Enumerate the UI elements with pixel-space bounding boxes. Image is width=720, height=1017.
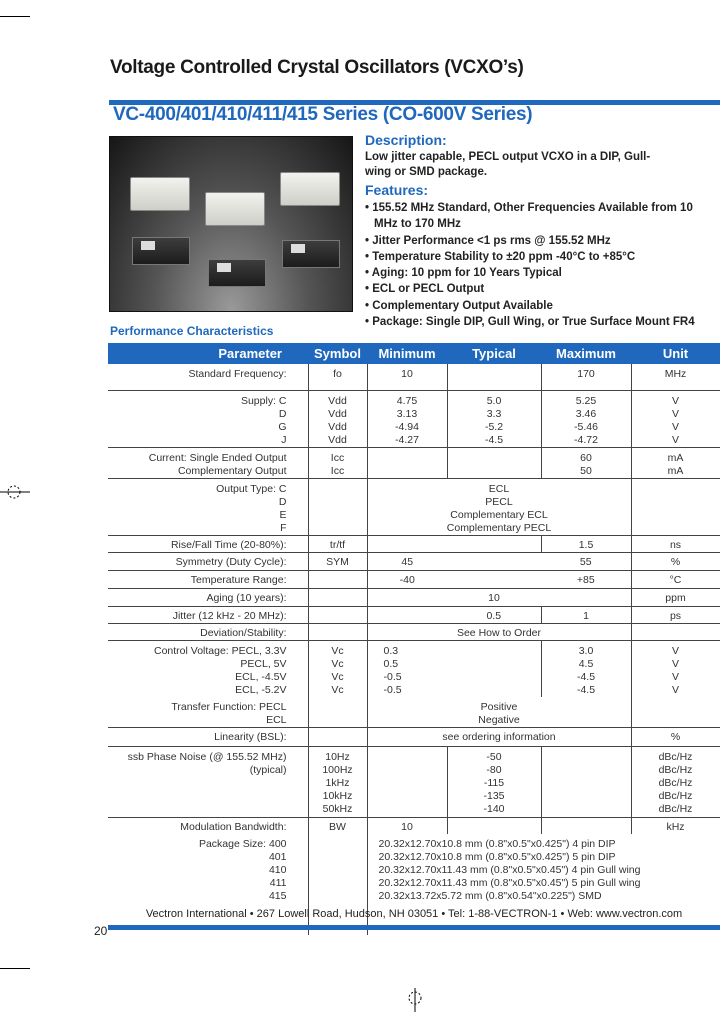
table-header-row [108,343,720,364]
crop-mark-bottom [0,968,30,969]
cell-line: V [671,683,679,696]
cell-line [448,452,541,465]
table-row [108,817,720,834]
cell-line: MHz [664,368,687,380]
cell-line: -4.5 [576,670,596,683]
cell-max [541,588,631,606]
cell-typ [447,447,541,478]
cell-line: mA [667,451,684,464]
cell-line: E [279,508,287,521]
cell-symbol [308,606,367,623]
cell-line [309,627,367,640]
table-row [108,552,720,570]
cell-symbol [308,552,367,570]
cell-line: Package Size: 400 [198,837,287,850]
feature-item: • ECL or PECL Output [365,281,720,297]
cell-line: Modulation Bandwidth: [180,820,287,833]
cell-line: Negative [478,713,520,726]
cell-line [309,838,367,851]
cell-unit [631,697,720,728]
cell-param [108,364,308,390]
cell-line: Vdd [328,420,347,433]
cell-line: V [671,420,679,433]
cell-line [368,539,541,552]
description-text: Low jitter capable, PECL output VCXO in a DIP, Gull-wing or SMD package. [365,151,651,178]
cell-param [108,697,308,728]
cell-line: -140 [483,802,505,815]
cell-param [108,552,308,570]
table-row [108,623,720,640]
cell-symbol [308,570,367,588]
cell-symbol [308,623,367,640]
cell-line: D [278,407,287,420]
cell-min [367,606,447,623]
table-row [108,364,720,390]
performance-heading: Performance Characteristics [110,324,274,338]
cell-max [541,606,631,623]
cell-max [541,390,631,447]
cell-min [367,364,447,390]
cell-line: Aging (10 years): [206,591,287,604]
page-title: Voltage Controlled Crystal Oscillators (VCXO’s) [110,57,524,78]
cell-max [541,640,631,697]
cell-line: 5.25 [575,394,597,407]
cell-line: tr/tf [329,538,346,551]
cell-line [448,368,541,381]
cell-typ [447,606,541,623]
cell-line: 0.5 [486,609,502,622]
cell-line: ns [669,538,682,551]
cell-unit [631,535,720,552]
cell-line [309,483,367,496]
cell-unit [631,606,720,623]
cell-line: G [278,420,287,433]
cell-line: -4.5 [484,433,504,446]
cell-line: 1 [583,609,589,622]
cell-param [108,478,308,535]
cell-line: ssb Phase Noise (@ 155.52 MHz) [127,750,287,763]
cell-min [367,390,447,447]
cell-line: 10 [488,591,500,604]
cell-line: 20.32x12.70x10.8 mm (0.8"x0.5"x0.425") 5 pin DIP [378,850,616,863]
cell-line: % [670,555,681,568]
cell-symbol [308,447,367,478]
cell-line [447,556,541,569]
cell-line: 60 [580,451,592,464]
cell-symbol [308,727,367,746]
description-heading: Description: [365,132,447,148]
table-row [108,447,720,478]
cell-line: 10kHz [322,789,353,802]
cell-line: V [671,394,679,407]
cell-line [309,731,367,744]
cell-line: ppm [665,591,686,604]
cell-unit [631,447,720,478]
cell-typ [447,746,541,817]
cell-line: -4.72 [574,433,598,446]
cell-line [368,751,447,764]
cell-min [367,817,447,834]
cell-line: ECL [266,713,287,726]
cell-line: Vdd [328,394,347,407]
cell-line: V [671,407,679,420]
page-number: 20 [94,924,108,938]
cell-max [541,535,631,552]
cell-line: ECL [488,482,510,495]
performance-table [108,343,720,935]
product-photo [109,136,353,312]
cell-line: Positive [480,700,518,713]
cell-line: F [280,521,287,534]
cell-line [632,627,720,640]
cell-line: Output Type: C [216,482,287,495]
cell-line: PECL, 5V [240,657,287,670]
cell-line: 4.5 [578,657,594,670]
cell-line: 3.13 [396,407,418,420]
features-heading: Features: [365,182,429,198]
cell-line: 50 [580,464,592,477]
cell-unit [631,390,720,447]
cell-unit [631,727,720,746]
cell-line: Icc [330,451,345,464]
cell-line: -5.2 [484,420,504,433]
cell-unit [631,364,720,390]
cell-line: -5.46 [574,420,598,433]
cell-line: Temperature Range: [190,573,287,586]
feature-item: • Aging: 10 ppm for 10 Years Typical [365,265,720,281]
cell-line: V [671,433,679,446]
cell-line: Deviation/Stability: [200,626,287,639]
cell-line: V [671,657,679,670]
cell-symbol [308,535,367,552]
cell-symbol [308,588,367,606]
feature-item: • Jitter Performance <1 ps rms @ 155.52 MHz [365,233,720,249]
cell-line: Control Voltage: PECL, 3.3V [154,644,287,657]
cell-max [541,552,631,570]
cell-symbol [308,697,367,728]
header-maximum: Maximum [541,343,631,364]
cell-line: -4.94 [395,420,419,433]
cell-line: 415 [268,889,287,902]
cell-unit [631,588,720,606]
cell-line: Vc [331,683,344,696]
cell-line: -50 [486,750,502,763]
cell-line [309,610,367,623]
cell-unit [631,640,720,697]
cell-symbol [308,390,367,447]
cell-line: 1kHz [325,776,350,789]
cell-line: 50kHz [322,802,353,815]
cell-min [367,447,447,478]
cell-line: -0.5 [383,683,402,696]
cell-line: Complementary Output [177,464,287,477]
cell-line: 20.32x12.70x11.43 mm (0.8"x0.5"x0.45") 4 pin Gull wing [378,863,641,876]
cell-line: dBc/Hz [658,750,693,763]
table-row [108,535,720,552]
cell-line [632,701,720,714]
cell-value [367,478,631,535]
cell-param [108,640,308,697]
feature-item: • 155.52 MHz Standard, Other Frequencies Available from 10 MHz to 170 MHz [365,200,704,233]
cell-value [367,727,631,746]
cell-line: dBc/Hz [658,789,693,802]
features-list [365,200,720,330]
cell-unit [631,552,720,570]
feature-item: • Complementary Output Available [365,298,720,314]
cell-line: 4.75 [396,394,418,407]
cell-line: J [281,433,287,446]
cell-line: ECL, -5.2V [235,683,287,696]
cell-line: 45 [401,555,414,568]
cell-line [309,592,367,605]
cell-line: D [278,495,287,508]
cell-unit [631,570,720,588]
feature-item: • Package: Single DIP, Gull Wing, or True Surface Mount FR4 [365,314,720,330]
cell-line: PECL [485,495,513,508]
cell-value [367,623,631,640]
table-row [108,727,720,746]
cell-max [541,746,631,817]
cell-line: -135 [483,789,505,802]
cell-max [541,447,631,478]
cell-line: Vdd [328,407,347,420]
cell-line: Current: Single Ended Output [148,451,287,464]
cell-line: Transfer Function: PECL [171,700,287,713]
cell-line: dBc/Hz [658,802,693,815]
cell-line: Vc [331,657,344,670]
cell-line: 401 [268,850,287,863]
cell-symbol [308,364,367,390]
cell-line: Complementary PECL [446,521,552,534]
cell-line: 411 [269,876,287,889]
cell-line: 0.3 [383,644,399,657]
cell-line: Symmetry (Duty Cycle): [175,555,287,568]
cell-line: 55 [579,555,592,568]
cell-symbol [308,746,367,817]
cell-line: Rise/Fall Time (20-80%): [170,538,287,551]
cell-line: +85 [576,573,595,586]
cell-param [108,588,308,606]
cell-param [108,535,308,552]
series-title: VC-400/401/410/411/415 Series (CO-600V Series) [113,104,533,125]
cell-line: dBc/Hz [658,763,693,776]
cell-line [448,821,541,834]
table-row [108,390,720,447]
cell-max [541,364,631,390]
cell-line: Jitter (12 kHz - 20 MHz): [172,609,287,622]
cell-line [542,751,631,764]
cell-line: 100Hz [322,763,353,776]
cell-unit [631,746,720,817]
cell-line [368,592,448,605]
table-row [108,606,720,623]
cell-line: 20.32x12.70x11.43 mm (0.8"x0.5"x0.45") 5 pin Gull wing [378,876,641,889]
cell-line [541,592,631,605]
cell-min [367,535,541,552]
registration-mark-left-icon [0,484,30,500]
cell-min [367,640,541,697]
cell-line: -4.27 [395,433,419,446]
cell-param [108,447,308,478]
cell-param [108,623,308,640]
table-row [108,570,720,588]
bottom-rule [108,925,720,930]
cell-line: Icc [330,464,345,477]
cell-line: SYM [326,555,349,568]
cell-line [309,574,367,587]
cell-line [542,821,631,834]
cell-line [368,452,447,465]
cell-param [108,390,308,447]
cell-line: fo [333,368,342,380]
table-row [108,588,720,606]
cell-line: 170 [577,368,595,380]
cell-line: (typical) [249,763,287,776]
cell-line: -0.5 [383,670,402,683]
cell-line: -4.5 [576,683,596,696]
cell-unit [631,623,720,640]
cell-line: V [671,670,679,683]
cell-typ [447,588,541,606]
cell-line: Linearity (BSL): [214,730,287,743]
cell-param [108,817,308,834]
cell-line [309,701,367,714]
cell-typ [447,390,541,447]
cell-line: 20.32x12.70x10.8 mm (0.8"x0.5"x0.425") 4 pin DIP [378,837,616,850]
footer-contact: Vectron International • 267 Lowell Road, Hudson, NH 03051 • Tel: 1-88-VECTRON-1 • Web: www.vectron.com [145,908,683,920]
header-minimum: Minimum [367,343,447,364]
cell-symbol [308,817,367,834]
cell-line: kHz [666,820,685,833]
cell-unit [631,478,720,535]
cell-max [541,817,631,834]
cell-typ [447,364,541,390]
cell-line: °C [669,573,682,586]
cell-symbol [308,478,367,535]
cell-line: ECL, -4.5V [235,670,287,683]
cell-line: 1.5 [578,538,594,551]
cell-line: Vc [331,644,344,657]
cell-line: Standard Frequency: [188,368,287,380]
cell-line: % [670,730,681,743]
cell-typ [447,570,541,588]
registration-mark-bottom-icon [406,988,424,1012]
cell-param [108,746,308,817]
cell-line: 3.46 [575,407,597,420]
cell-param [108,570,308,588]
cell-min [367,746,447,817]
cell-line: V [671,644,679,657]
cell-line: 5.0 [486,394,502,407]
cell-line: 20.32x13.72x5.72 mm (0.8"x0.54"x0.225") SMD [378,889,602,902]
cell-line: mA [667,464,684,477]
cell-line: Complementary ECL [450,508,548,521]
table-row [108,746,720,817]
cell-line: See How to Order [456,626,542,639]
header-parameter: Parameter [108,343,308,364]
table-row [108,697,720,728]
cell-param [108,727,308,746]
cell-line: dBc/Hz [658,776,693,789]
cell-line: see ordering information [442,730,556,743]
table-row [108,640,720,697]
cell-line: BW [329,820,346,833]
feature-item: • Temperature Stability to ±20 ppm -40°C to +85°C [365,249,720,265]
cell-line: 0.5 [383,657,399,670]
cell-line [632,483,720,496]
header-typical: Typical [447,343,541,364]
cell-param [108,606,308,623]
cell-min [367,552,447,570]
cell-line: 3.3 [486,407,502,420]
cell-line: 3.0 [578,644,594,657]
cell-line: Vc [331,670,344,683]
cell-max [541,570,631,588]
cell-line: Supply: C [240,394,287,407]
cell-line: -80 [486,763,502,776]
cell-line: 10 [401,368,413,380]
cell-min [367,570,447,588]
header-symbol: Symbol [308,343,367,364]
cell-typ [447,552,541,570]
cell-line: 410 [268,863,287,876]
cell-line [447,574,541,587]
cell-line: ps [669,609,682,622]
cell-symbol [308,640,367,697]
cell-line [368,610,448,623]
cell-line: 10Hz [325,750,350,763]
cell-line: -40 [399,573,415,586]
header-unit: Unit [631,343,720,364]
cell-unit [631,817,720,834]
cell-line: -115 [483,776,505,789]
crop-mark-top [0,16,30,17]
cell-min [367,588,447,606]
cell-value [367,697,631,728]
cell-line: Vdd [328,433,347,446]
table-row [108,478,720,535]
cell-line: 10 [401,820,413,833]
cell-typ [447,817,541,834]
